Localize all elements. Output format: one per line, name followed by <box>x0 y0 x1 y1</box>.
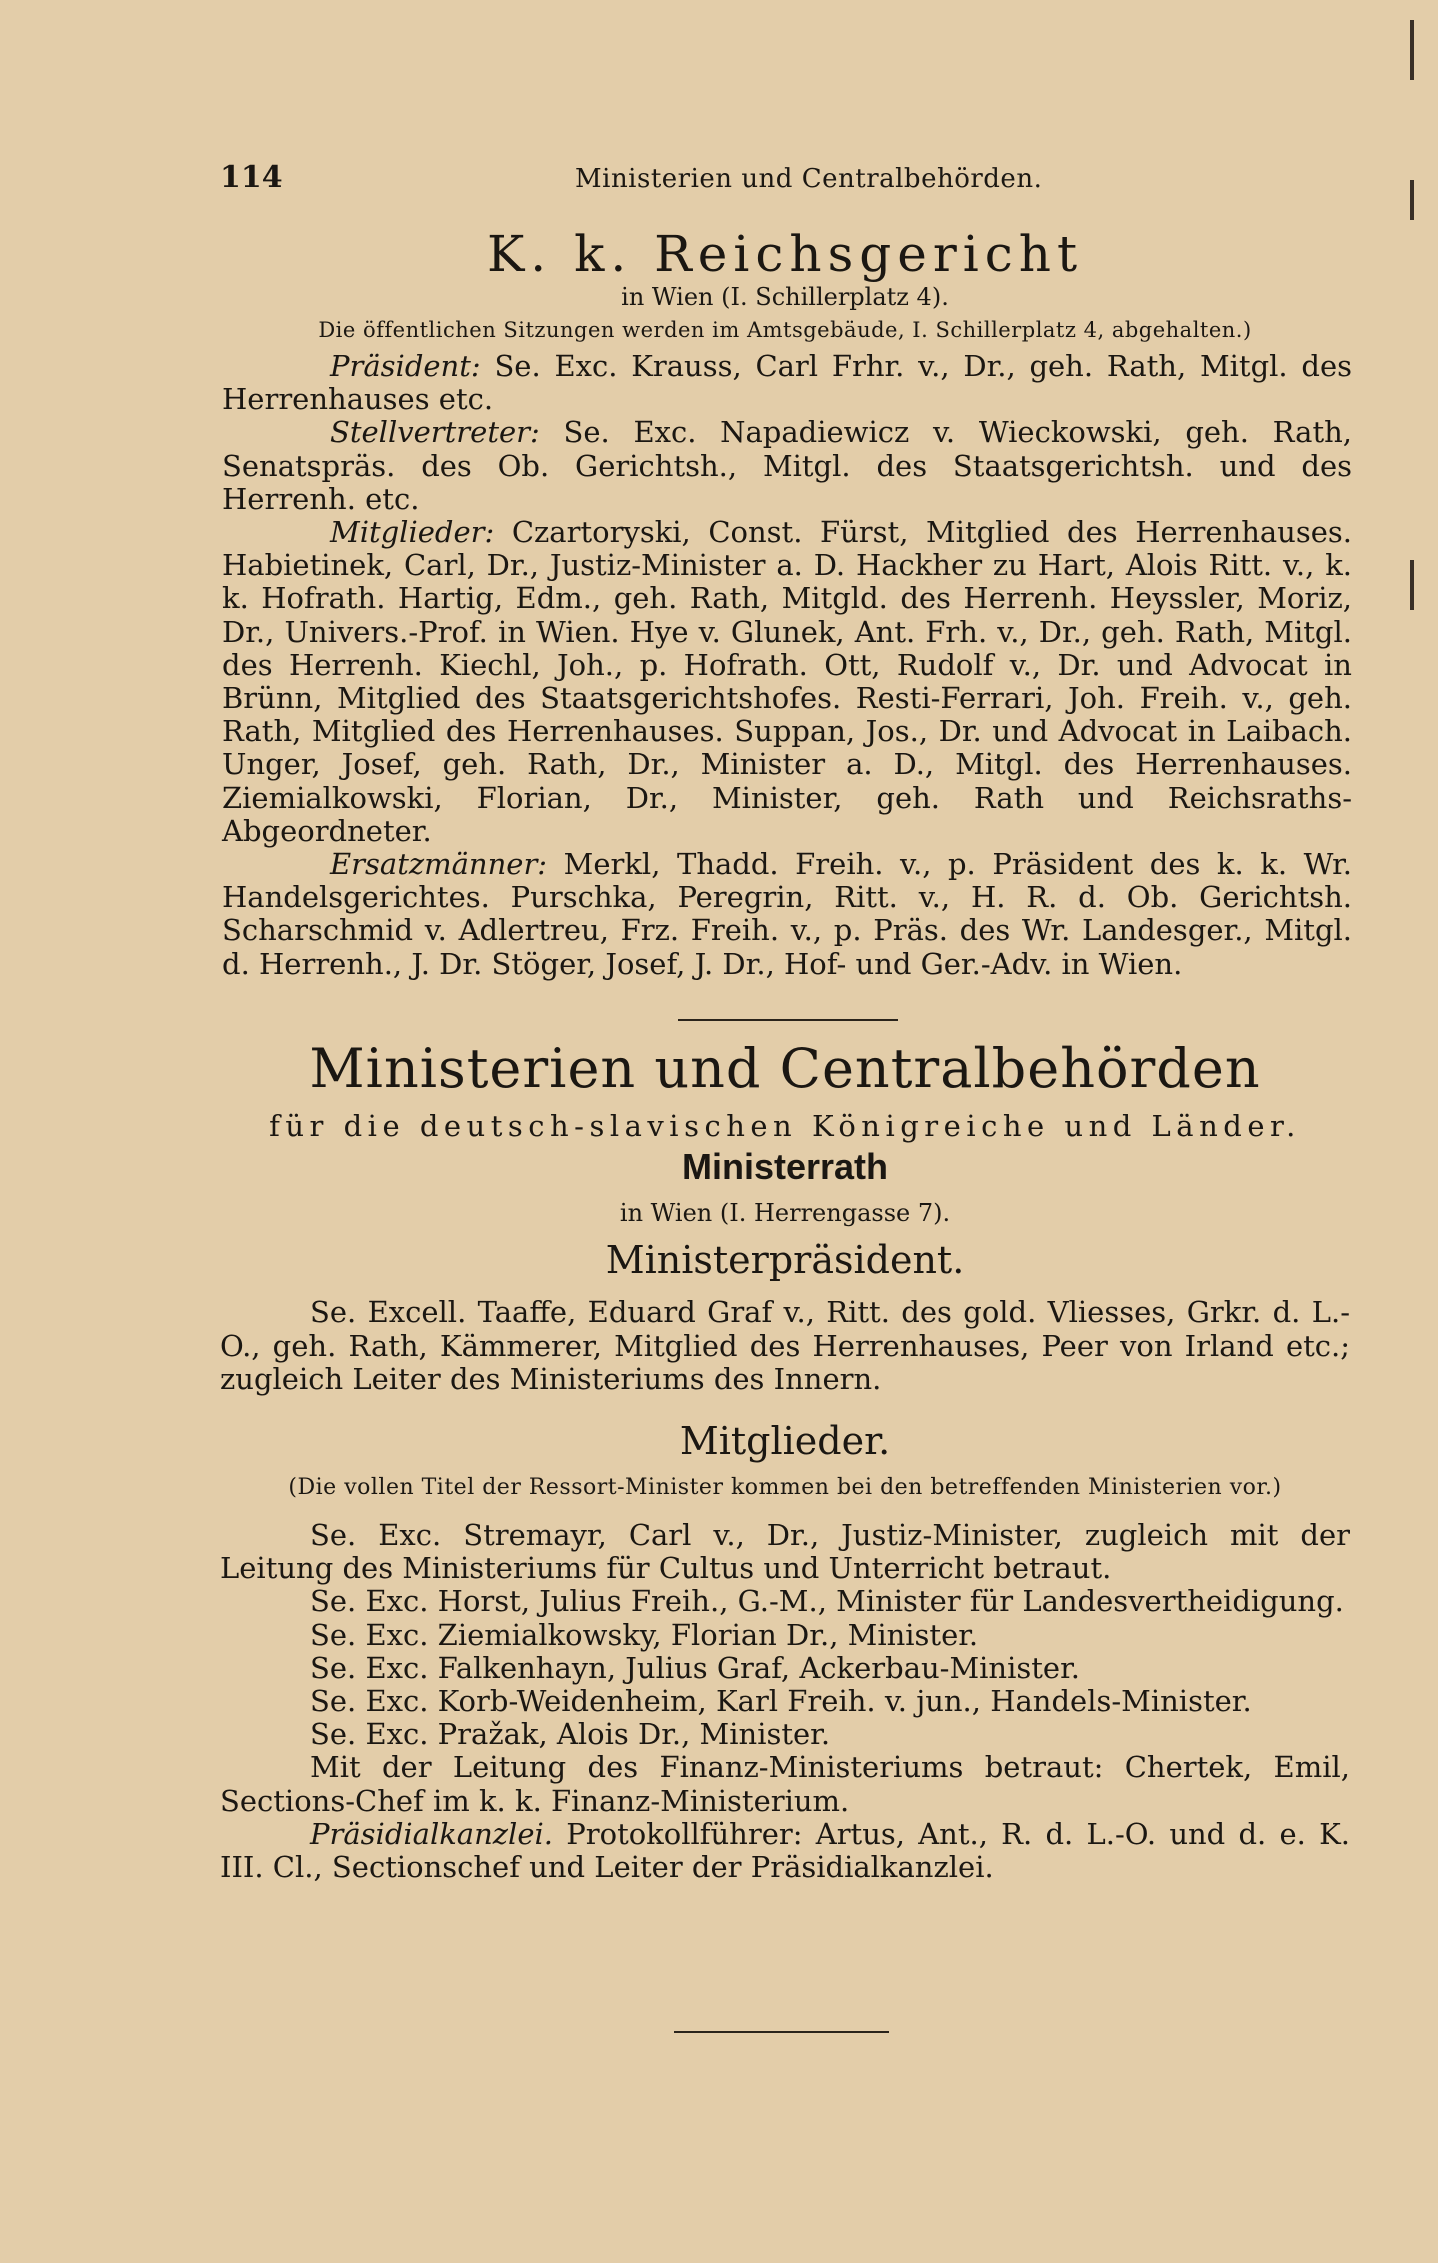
ministerpraesident-text: Se. Excell. Taaffe, Eduard Graf v., Ritt. des gold. Vliesses, Grkr. d. L.-O., geh. Rath, Kämmerer, Mitglied des Herrenhauses, Peer von Irland etc.; zugleich Leiter des Ministeriums des Innern. <box>220 1295 1350 1396</box>
kanzlei-paragraph <box>220 1818 1350 1884</box>
mitglieder-note: (Die vollen Titel der Ressort-Minister kommen bei den betreffenden Ministerien vor.) <box>288 1475 1282 1500</box>
ministerpraesident-heading: Ministerpräsident. <box>605 1238 965 1282</box>
ministerrath-location: in Wien (I. Herrengasse 7). <box>619 1199 951 1227</box>
section-divider <box>678 1019 898 1021</box>
reichsgericht-title: K. k. Reichsgericht <box>486 225 1084 283</box>
praesident-label: Präsident: <box>330 349 481 383</box>
reichsgericht-body <box>222 350 1352 981</box>
member-entry: Se. Exc. Ziemialkowsky, Florian Dr., Minister. <box>310 1617 979 1652</box>
member-entry: Se. Exc. Pražak, Alois Dr., Minister. <box>310 1717 831 1752</box>
ministerrath-members <box>220 1519 1350 1884</box>
stellvertreter-text: Se. Exc. Napadiewicz v. Wieckowski, geh. Rath, Senatspräs. des Ob. Gerichtsh., Mitgl. des Staatsgerichtsh. und des Herrenh. etc. <box>222 415 1352 516</box>
praesident-text: Se. Exc. Krauss, Carl Frhr. v., Dr., geh. Rath, Mitgl. des Herrenhauses etc. <box>222 349 1353 417</box>
reichsgericht-location: in Wien (I. Schillerplatz 4). <box>621 283 949 311</box>
reichsgericht-note: Die öffentlichen Sitzungen werden im Amtsgebäude, I. Schillerplatz 4, abgehalten.) <box>318 318 1252 342</box>
end-divider <box>674 2031 889 2033</box>
kanzlei-text: Protokollführer: Artus, Ant., R. d. L.-O. und d. e. K. III. Cl., Sectionschef und Leiter der Präsidialkanzlei. <box>220 1816 1351 1885</box>
binding-edge-mark <box>1410 180 1414 220</box>
mitglieder-text: Czartoryski, Const. Fürst, Mitglied des Herrenhauses. Habietinek, Carl, Dr., Justiz-Minister a. D. Hackher zu Hart, Alois Ritt. v., k. k. Hofrath. Hartig, Edm., geh. Rath, Mitgld. des Herrenh. Heyssler, Moriz, Dr., Univers.-Prof. in Wien. Hye v. Glunek, Ant. Frh. v., Dr., geh. Rath, Mitgl. des Herrenh. Kiechl, Joh., p. Hofrath. Ott, Rudolf v., Dr. und Advocat in Brünn, Mitglied des Staatsgerichtshofes. Resti-Ferrari, Joh. Freih. v., geh. Rath, Mitglied des Herrenhauses. Suppan, Jos., Dr. und Advocat in Laibach. Unger, Josef, geh. Rath, Dr., Minister a. D., Mitgl. des Herrenhauses. Ziemialkowski, Florian, Dr., Minister, geh. Rath und Reichsraths-Abgeordneter. <box>222 515 1352 848</box>
mitglieder-paragraph <box>222 516 1352 848</box>
ersatz-text: Merkl, Thadd. Freih. v., p. Präsident des k. k. Wr. Handelsgerichtes. Purschka, Peregrin, Ritt. v., H. R. d. Ob. Gerichtsh. Scharschmid v. Adlertreu, Frz. Freih. v., p. Präs. des Wr. Landesger., Mitgl. d. Herrenh., J. Dr. Stöger, Josef, J. Dr., Hof- und Ger.-Adv. in Wien. <box>222 847 1353 981</box>
mitglieder-label: Mitglieder: <box>330 515 495 550</box>
ersatz-label: Ersatzmänner: <box>330 847 548 882</box>
binding-edge-mark <box>1410 560 1414 610</box>
member-entry: Se. Exc. Stremayr, Carl v., Dr., Justiz-Minister, zugleich mit der Leitung des Ministeriums für Cultus und Unterricht betraut. <box>220 1518 1350 1586</box>
ministerien-subtitle: für die deutsch-slavischen Königreiche und Länder. <box>269 1109 1301 1143</box>
stellvertreter-label: Stellvertreter: <box>330 415 540 450</box>
mitglieder-heading: Mitglieder. <box>679 1419 891 1463</box>
member-entry: Mit der Leitung des Finanz-Ministeriums betraut: Chertek, Emil, Sections-Chef im k. k. Finanz-Ministerium. <box>220 1750 1350 1818</box>
member-entry: Se. Exc. Horst, Julius Freih., G.-M., Minister für Landesvertheidigung. <box>310 1584 1344 1619</box>
kanzlei-label: Präsidialkanzlei. <box>310 1816 553 1851</box>
member-entry: Se. Exc. Falkenhayn, Julius Graf, Ackerbau-Minister. <box>310 1650 1080 1685</box>
ministerpraesident-body <box>220 1296 1350 1397</box>
ministerien-title: Ministerien und Centralbehörden <box>309 1037 1261 1100</box>
stellvertreter-paragraph <box>222 416 1352 516</box>
ersatz-paragraph <box>222 848 1352 981</box>
binding-edge-mark <box>1410 20 1414 80</box>
member-entry: Se. Exc. Korb-Weidenheim, Karl Freih. v. jun., Handels-Minister. <box>310 1684 1252 1719</box>
ministerrath-title: Ministerrath <box>681 1146 889 1187</box>
praesident-paragraph <box>222 350 1352 416</box>
page-header <box>220 160 1350 200</box>
running-title: Ministerien und Centralbehörden. <box>575 164 1043 194</box>
page-number: 114 <box>220 160 283 195</box>
